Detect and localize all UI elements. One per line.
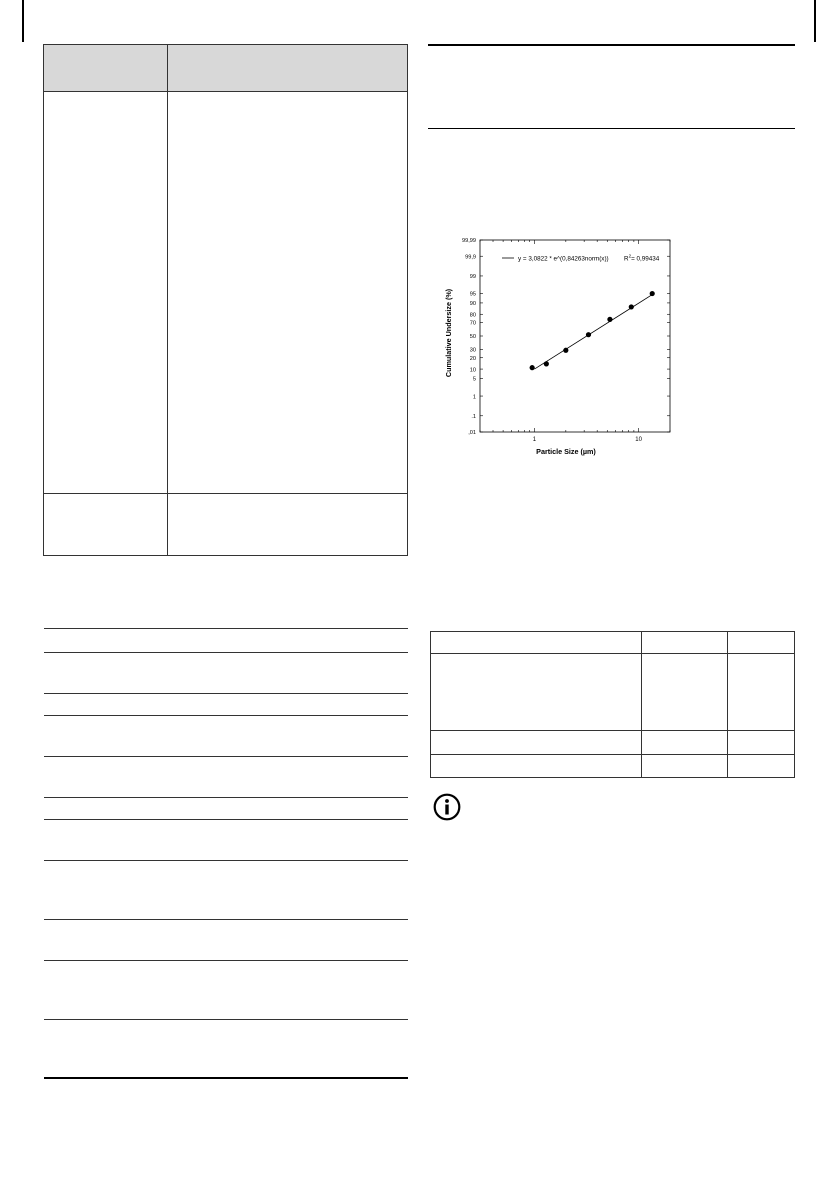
results-table-row-divider — [431, 653, 794, 654]
fit-line-group — [534, 294, 653, 370]
r-squared-label: $R^2= 0,99434$ — [624, 253, 660, 263]
y-axis-title: Cumulative Undersize (%) — [444, 288, 453, 378]
y-tick-label: 10 — [469, 367, 476, 374]
list-rule — [44, 756, 408, 757]
y-tick-label: 1 — [472, 394, 476, 401]
y-tick-label: 80 — [469, 312, 476, 319]
y-tick-label: 99,99 — [462, 238, 476, 245]
y-tick-label: 5 — [472, 376, 476, 383]
x-tick-label: 10 — [635, 437, 642, 443]
y-tick-label: 70 — [469, 320, 476, 327]
x-axis-title: Particle Size (µm) — [536, 447, 596, 456]
y-tick-label: 90 — [469, 301, 476, 308]
data-point — [629, 304, 634, 309]
list-rule — [44, 1019, 408, 1020]
plot-frame — [480, 240, 670, 432]
y-tick-label: 50 — [469, 334, 476, 341]
list-rule — [44, 693, 408, 694]
y-tick-label: 99,9 — [465, 254, 476, 261]
info-icon — [433, 793, 461, 821]
results-table-row-divider — [431, 730, 794, 731]
data-point — [650, 291, 655, 296]
section-rule-top — [428, 44, 795, 46]
spec-table-column-divider — [167, 45, 168, 555]
data-point — [563, 348, 568, 353]
data-point — [586, 332, 591, 337]
list-rule — [44, 960, 408, 961]
particle-size-chart — [440, 232, 680, 462]
data-point — [530, 365, 535, 370]
data-points — [530, 291, 655, 370]
legend-label: y = 3,0822 * e^(0,84263norm(x)) — [518, 255, 609, 263]
spec-table-header — [44, 45, 407, 92]
list-rule — [44, 860, 408, 861]
list-rule — [44, 628, 408, 629]
list-rule — [44, 797, 408, 798]
fit-line — [534, 294, 653, 370]
spec-table — [43, 44, 408, 556]
section-rule-bottom — [428, 128, 795, 129]
list-rule-bottom — [44, 1077, 408, 1079]
spec-table-row-divider — [44, 493, 407, 494]
y-tick-label: 99 — [469, 274, 476, 281]
list-rule — [44, 819, 408, 820]
chart-legend — [502, 254, 660, 263]
plot-border — [480, 240, 670, 432]
y-tick-label: ,01 — [468, 430, 476, 437]
list-rule — [44, 715, 408, 716]
results-table-row-divider — [431, 754, 794, 755]
list-rule — [44, 652, 408, 653]
y-axis-ticks — [462, 238, 670, 436]
crop-mark-top-left — [22, 0, 24, 42]
y-tick-label: 95 — [469, 291, 476, 298]
y-tick-label: .1 — [471, 413, 476, 420]
y-tick-label: 30 — [469, 347, 476, 354]
results-table — [430, 631, 795, 778]
x-axis-ticks — [480, 240, 670, 443]
list-rule — [44, 919, 408, 920]
data-point — [607, 317, 612, 322]
data-point — [544, 361, 549, 366]
x-tick-label: 1 — [532, 437, 537, 443]
y-tick-label: 20 — [469, 355, 476, 362]
crop-mark-top-right — [814, 0, 816, 42]
